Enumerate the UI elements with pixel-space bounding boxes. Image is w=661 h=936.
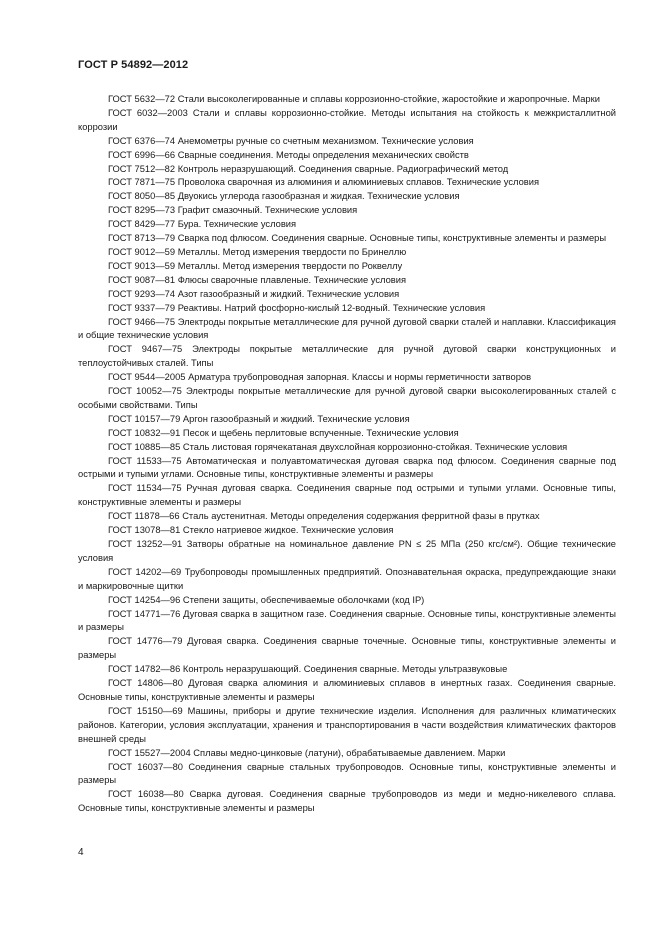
reference-title: Электроды покрытые металлические для ручной дуговой сварки конструкционных и теплоустойчивых сталей. Типы <box>78 344 616 369</box>
reference-item <box>78 441 616 455</box>
reference-number: ГОСТ 13252—91 <box>108 539 183 549</box>
reference-item <box>78 343 616 371</box>
reference-title: Двуокись углерода газообразная и жидкая. Технические условия <box>177 191 460 202</box>
reference-number: ГОСТ 5632—72 <box>108 94 176 104</box>
reference-title: Флюсы сварочные плавленые. Технические условия <box>177 274 407 285</box>
reference-title: Сталь аустенитная. Методы определения содержания ферритной фазы в прутках <box>182 511 540 522</box>
reference-number: ГОСТ 15150—69 <box>108 705 183 716</box>
reference-number: ГОСТ 9544—2005 <box>108 372 186 383</box>
reference-item <box>78 663 616 677</box>
reference-number: ГОСТ 15527—2004 <box>108 747 191 758</box>
reference-item <box>78 204 616 218</box>
reference-number: ГОСТ 8429—77 <box>108 219 176 230</box>
reference-number: ГОСТ 10157—79 <box>108 413 181 424</box>
reference-title: Сварные соединения. Методы определения механических свойств <box>177 149 469 160</box>
reference-number: ГОСТ 7871—75 <box>108 177 176 188</box>
reference-item <box>78 538 616 566</box>
reference-item <box>78 288 616 302</box>
reference-title: Металлы. Метод измерения твердости по Бринеллю <box>177 246 407 257</box>
reference-title: Стекло натриевое жидкое. Технические условия <box>182 525 394 536</box>
reference-number: ГОСТ 10832—91 <box>108 427 181 438</box>
reference-number: ГОСТ 6376—74 <box>108 135 176 146</box>
reference-title: Затворы обратные на номинальное давление PN ≤ 25 МПа (250 кгс/см²). Общие технические условия <box>78 539 616 563</box>
reference-item <box>78 302 616 316</box>
reference-number: ГОСТ 9337—79 <box>108 302 176 313</box>
reference-title: Автоматическая и полуавтоматическая дуговая сварка под флюсом. Соединения сварные под острыми и тупыми углами. Основные типы, конструктивные элементы и размеры <box>78 455 616 480</box>
reference-title: Стали высоколегированные и сплавы коррозионно-стойкие, жаростойкие и жаропрочные. Марки <box>177 94 600 104</box>
reference-item <box>78 594 616 608</box>
reference-title: Ручная дуговая сварка. Соединения сварные под острыми и тупыми углами. Основные типы, конструктивные элементы и размеры <box>78 483 616 508</box>
reference-title: Трубопроводы промышленных предприятий. Опознавательная окраска, предупреждающие знаки и маркировочные щитки <box>78 566 616 591</box>
reference-title: Аргон газообразный и жидкий. Технические условия <box>182 413 410 424</box>
reference-title: Электроды покрытые металлические для ручной дуговой сварки сталей и наплавки. Классификация и общие технические условия <box>78 316 616 341</box>
reference-number: ГОСТ 6032—2003 <box>108 107 188 118</box>
reference-title: Реактивы. Натрий фосфорно-кислый 12-водный. Технические условия <box>177 302 486 313</box>
reference-item <box>78 135 616 149</box>
reference-item <box>78 385 616 413</box>
normative-references-list <box>78 93 616 816</box>
reference-number: ГОСТ 8295—73 <box>108 205 176 216</box>
reference-title: Металлы. Метод измерения твердости по Роквеллу <box>177 260 403 271</box>
reference-number: ГОСТ 8713—79 <box>108 233 176 244</box>
reference-number: ГОСТ 9012—59 <box>108 246 176 257</box>
reference-number: ГОСТ 9466—75 <box>108 316 176 327</box>
page-number: 4 <box>78 847 84 858</box>
reference-item <box>78 316 616 344</box>
reference-item <box>78 510 616 524</box>
reference-item <box>78 260 616 274</box>
reference-number: ГОСТ 11534—75 <box>108 483 182 494</box>
reference-title: Стали и сплавы коррозионно-стойкие. Методы испытания на стойкость к межкристаллитной коррозии <box>78 107 616 132</box>
reference-item <box>78 246 616 260</box>
reference-number: ГОСТ 8050—85 <box>108 191 176 202</box>
reference-item <box>78 427 616 441</box>
reference-title: Степени защиты, обеспечиваемые оболочками (код IP) <box>182 594 425 605</box>
reference-item <box>78 608 616 636</box>
reference-number: ГОСТ 11878—66 <box>108 511 180 522</box>
reference-title: Дуговая сварка алюминия и алюминиевых сплавов в инертных газах. Соединения сварные. Основные типы, конструктивные элементы и размеры <box>78 678 616 702</box>
reference-item <box>78 635 616 663</box>
reference-item <box>78 747 616 761</box>
reference-title: Арматура трубопроводная запорная. Классы и нормы герметичности затворов <box>188 372 532 383</box>
reference-number: ГОСТ 16038—80 <box>108 789 184 800</box>
reference-title: Дуговая сварка в защитном газе. Соединения сварные. Основные типы, конструктивные элементы и размеры <box>78 608 617 633</box>
reference-title: Контроль неразрушающий. Соединения сварные. Радиографический метод <box>177 163 509 174</box>
reference-item <box>78 705 616 747</box>
reference-number: ГОСТ 11533—75 <box>108 455 182 466</box>
reference-number: ГОСТ 14782—86 <box>108 664 181 675</box>
reference-number: ГОСТ 9013—59 <box>108 260 176 271</box>
reference-number: ГОСТ 10052—75 <box>108 386 182 397</box>
reference-title: Сварка под флюсом. Соединения сварные. Основные типы, конструктивные элементы и размеры <box>177 233 607 244</box>
reference-title: Соединения сварные стальных трубопроводов. Основные типы, конструктивные элементы и размеры <box>78 761 616 786</box>
reference-item <box>78 107 616 135</box>
reference-item <box>78 190 616 204</box>
reference-item <box>78 788 616 816</box>
reference-title: Сварка дуговая. Соединения сварные трубопроводов из меди и медно-никелевого сплава. Основные типы, конструктивные элементы и размеры <box>78 789 616 814</box>
reference-item <box>78 761 616 789</box>
reference-item <box>78 274 616 288</box>
reference-number: ГОСТ 7512—82 <box>108 163 176 174</box>
reference-item <box>78 176 616 190</box>
reference-title: Азот газообразный и жидкий. Технические условия <box>177 288 400 299</box>
reference-item <box>78 149 616 163</box>
reference-item <box>78 524 616 538</box>
reference-item <box>78 566 616 594</box>
reference-title: Бура. Технические условия <box>177 219 297 230</box>
reference-number: ГОСТ 14806—80 <box>108 678 183 689</box>
reference-item <box>78 93 616 107</box>
reference-number: ГОСТ 6996—66 <box>108 149 176 160</box>
reference-item <box>78 455 616 483</box>
reference-number: ГОСТ 14776—79 <box>108 636 183 647</box>
reference-title: Дуговая сварка. Соединения сварные точечные. Основные типы, конструктивные элементы и размеры <box>78 636 616 661</box>
reference-number: ГОСТ 9293—74 <box>108 288 176 299</box>
reference-number: ГОСТ 14202—69 <box>108 566 182 577</box>
reference-item <box>78 371 616 385</box>
reference-item <box>78 218 616 232</box>
reference-item <box>78 482 616 510</box>
reference-number: ГОСТ 14771—76 <box>108 608 181 619</box>
reference-title: Проволока сварочная из алюминия и алюминиевых сплавов. Технические условия <box>177 177 540 188</box>
reference-title: Сплавы медно-цинковые (латуни), обрабатываемые давлением. Марки <box>193 747 506 758</box>
reference-number: ГОСТ 10885—85 <box>108 441 181 452</box>
reference-title: Графит смазочный. Технические условия <box>177 205 358 216</box>
reference-title: Машины, приборы и другие технические изделия. Исполнения для различных климатических районов. Категории, условия эксплуатации, хранения и транспортирования в части воздействия климатических факторов внешней среды <box>78 705 617 744</box>
reference-item <box>78 232 616 246</box>
reference-number: ГОСТ 9087—81 <box>108 274 176 285</box>
reference-number: ГОСТ 13078—81 <box>108 525 181 536</box>
reference-number: ГОСТ 16037—80 <box>108 761 184 772</box>
reference-item <box>78 163 616 177</box>
reference-item <box>78 677 616 705</box>
reference-title: Анемометры ручные со счетным механизмом. Технические условия <box>177 135 474 146</box>
reference-title: Сталь листовая горячекатаная двухслойная коррозионно-стойкая. Технические условия <box>182 441 568 452</box>
reference-item <box>78 413 616 427</box>
reference-number: ГОСТ 9467—75 <box>108 344 183 355</box>
reference-number: ГОСТ 14254—96 <box>108 594 181 605</box>
reference-title: Песок и щебень перлитовые вспученные. Технические условия <box>182 427 459 438</box>
document-header: ГОСТ Р 54892—2012 <box>78 59 189 71</box>
reference-title: Электроды покрытые металлические для ручной дуговой сварки высоколегированных сталей с особыми свойствами. Типы <box>78 386 616 410</box>
reference-title: Контроль неразрушающий. Соединения сварные. Методы ультразвуковые <box>182 664 508 675</box>
